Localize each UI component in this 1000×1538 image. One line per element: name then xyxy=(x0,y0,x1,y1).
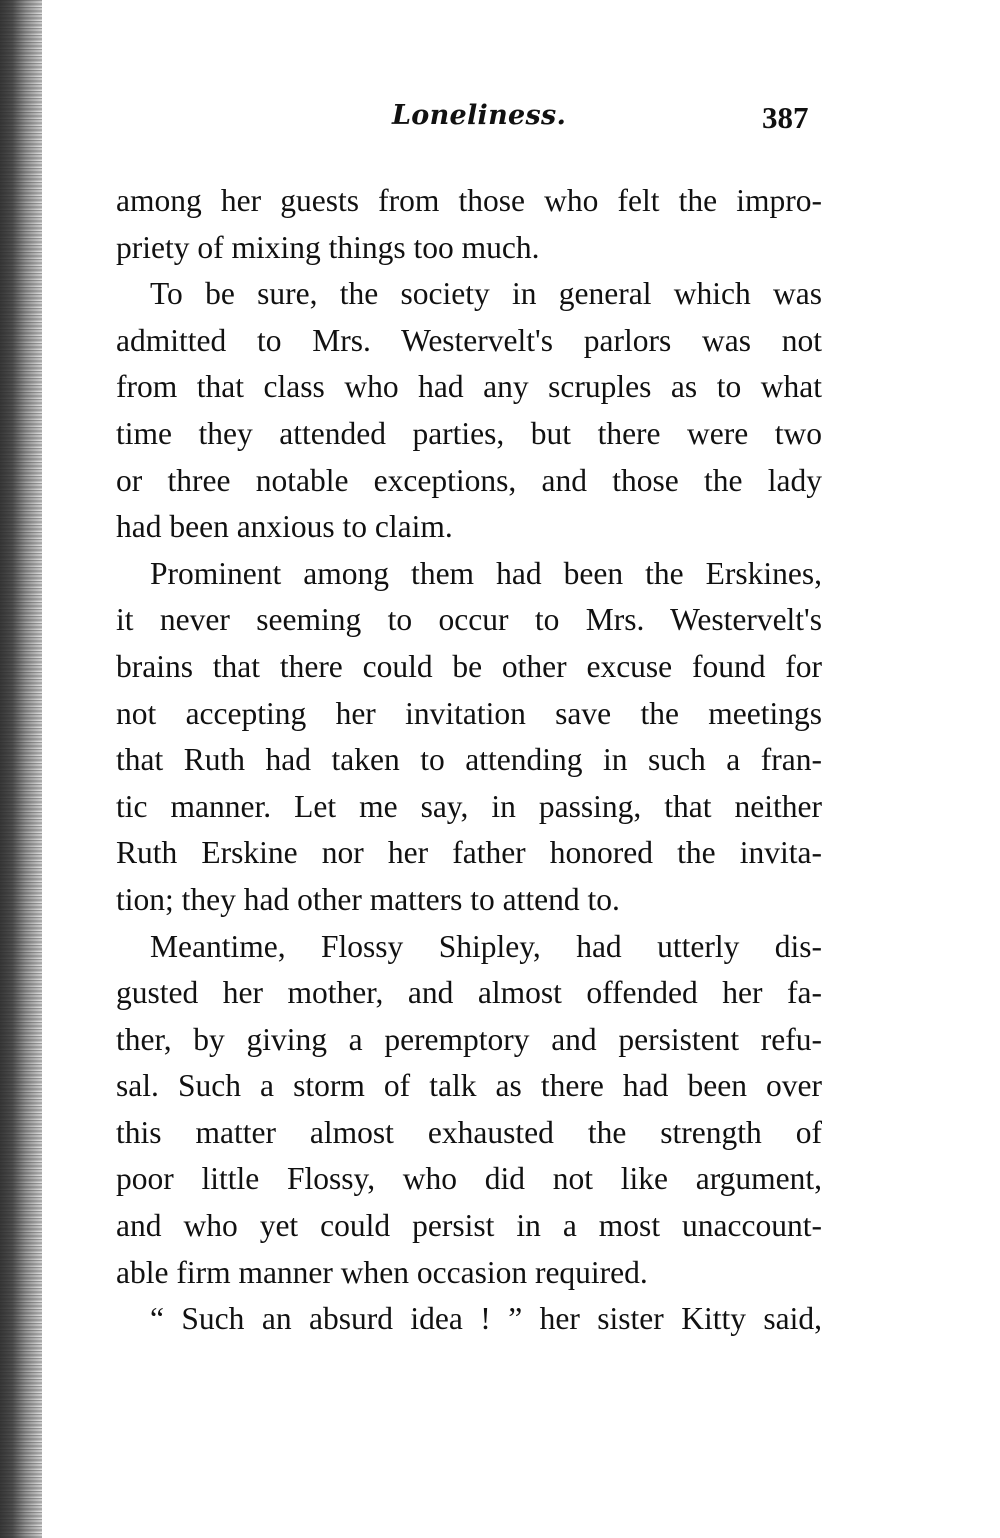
text-line: this matter almost exhausted the strength of xyxy=(116,1114,822,1150)
scan-gutter-shadow xyxy=(0,0,42,1538)
text-line: time they attended parties, but there were two xyxy=(116,415,822,451)
running-title: Loneliness. xyxy=(392,100,567,131)
text-line: among her guests from those who felt the impro- xyxy=(116,183,822,218)
text-line: sal. Such a storm of talk as there had been over xyxy=(116,1068,822,1104)
text-line: To be sure, the society in general which was xyxy=(150,276,822,312)
text-line: had been anxious to claim. xyxy=(116,509,453,545)
body-text xyxy=(116,178,822,1343)
text-line: gusted her mother, and almost offended her fa- xyxy=(116,975,822,1011)
text-line: not accepting her invitation save the meetings xyxy=(116,695,822,731)
text-line: or three notable exceptions, and those the lady xyxy=(116,462,822,498)
text-line: that Ruth had taken to attending in such a fran- xyxy=(116,742,822,778)
text-line: Meantime, Flossy Shipley, had utterly dis- xyxy=(150,928,822,964)
page-number: 387 xyxy=(762,100,809,135)
text-line: Ruth Erskine nor her father honored the invita- xyxy=(116,835,822,871)
text-line: able firm manner when occasion required. xyxy=(116,1254,648,1290)
text-line: ther, by giving a peremptory and persistent refu- xyxy=(116,1021,822,1057)
text-line: Prominent among them had been the Erskines, xyxy=(150,555,822,591)
text-line: tion; they had other matters to attend to. xyxy=(116,881,620,917)
text-line: priety of mixing things too much. xyxy=(116,229,540,265)
text-line: from that class who had any scruples as to what xyxy=(116,369,822,405)
text-line: admitted to Mrs. Westervelt's parlors was not xyxy=(116,322,822,358)
text-line: poor little Flossy, who did not like argument, xyxy=(116,1161,822,1197)
running-head xyxy=(0,100,1000,148)
text-line: it never seeming to occur to Mrs. Westervelt's xyxy=(116,602,822,638)
text-line: brains that there could be other excuse found for xyxy=(116,648,822,684)
text-line: “ Such an absurd idea ! ” her sister Kitty said, xyxy=(150,1301,822,1337)
text-line: tic manner. Let me say, in passing, that neither xyxy=(116,788,822,824)
text-line: and who yet could persist in a most unaccount- xyxy=(116,1208,822,1244)
